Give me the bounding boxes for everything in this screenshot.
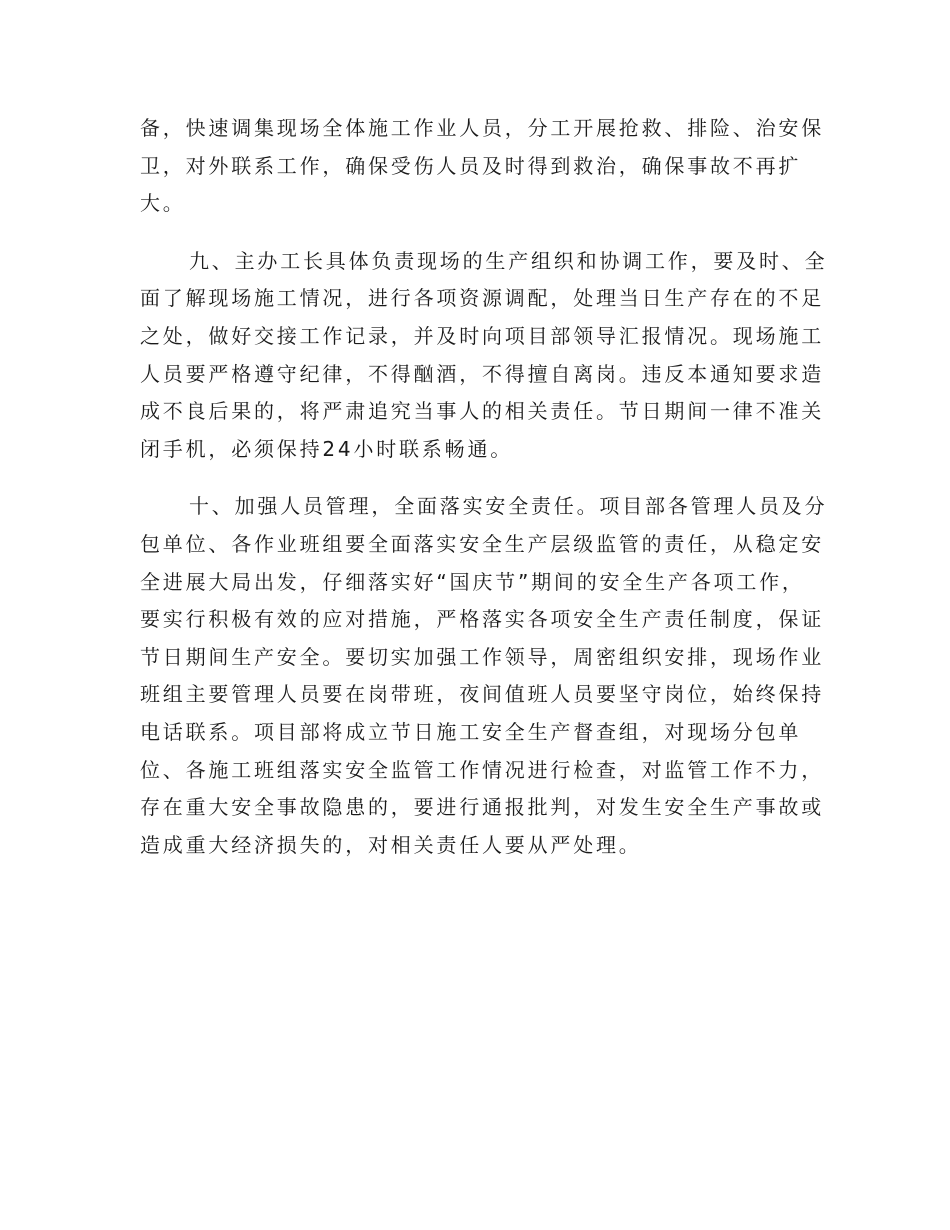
text-line: 之处，做好交接工作记录，并及时向项目部领导汇报情况。现场施工 xyxy=(140,323,824,348)
paragraph-item-nine xyxy=(140,243,828,469)
paragraph-item-ten xyxy=(140,488,828,864)
text-line: 人员要严格遵守纪律，不得酗酒，不得擅自离岗。违反本通知要求造 xyxy=(140,361,824,386)
text-line: 面了解现场施工情况，进行各项资源调配，处理当日生产存在的不足 xyxy=(140,286,824,311)
text-line: 存在重大安全事故隐患的，要进行通报批判，对发生安全生产事故或 xyxy=(140,795,824,820)
text-line: 造成重大经济损失的，对相关责任人要从严处理。 xyxy=(140,832,642,857)
text-line: 电话联系。项目部将成立节日施工安全生产督查组，对现场分包单 xyxy=(140,719,802,744)
text-line: 大。 xyxy=(140,191,186,216)
paragraph-continuation xyxy=(140,110,824,223)
text-line: 成不良后果的，将严肃追究当事人的相关责任。节日期间一律不准关 xyxy=(140,399,824,424)
text-line: 位、各施工班组落实安全监管工作情况进行检查，对监管工作不力， xyxy=(140,757,824,782)
text-line: 卫，对外联系工作，确保受伤人员及时得到救治，确保事故不再扩 xyxy=(140,153,802,178)
text-line: 九、主办工长具体负责现场的生产组织和协调工作，要及时、全 xyxy=(189,248,828,273)
text-line: 备，快速调集现场全体施工作业人员，分工开展抢救、排险、治安保 xyxy=(140,116,824,140)
text-line: 包单位、各作业班组要全面落实安全生产层级监管的责任，从稳定安 xyxy=(140,531,824,556)
text-line: 十、加强人员管理，全面落实安全责任。项目部各管理人员及分 xyxy=(189,494,828,519)
text-line: 班组主要管理人员要在岗带班，夜间值班人员要坚守岗位，始终保持 xyxy=(140,682,824,707)
text-line: 节日期间生产安全。要切实加强工作领导，周密组织安排，现场作业 xyxy=(140,644,824,669)
document-body xyxy=(140,110,828,884)
text-line: 闭手机，必须保持24小时联系畅通。 xyxy=(140,436,514,461)
text-line: 全进展大局出发，仔细落实好“国庆节”期间的安全生产各项工作， xyxy=(140,569,805,594)
text-line: 要实行积极有效的应对措施，严格落实各项安全生产责任制度，保证 xyxy=(140,607,824,632)
